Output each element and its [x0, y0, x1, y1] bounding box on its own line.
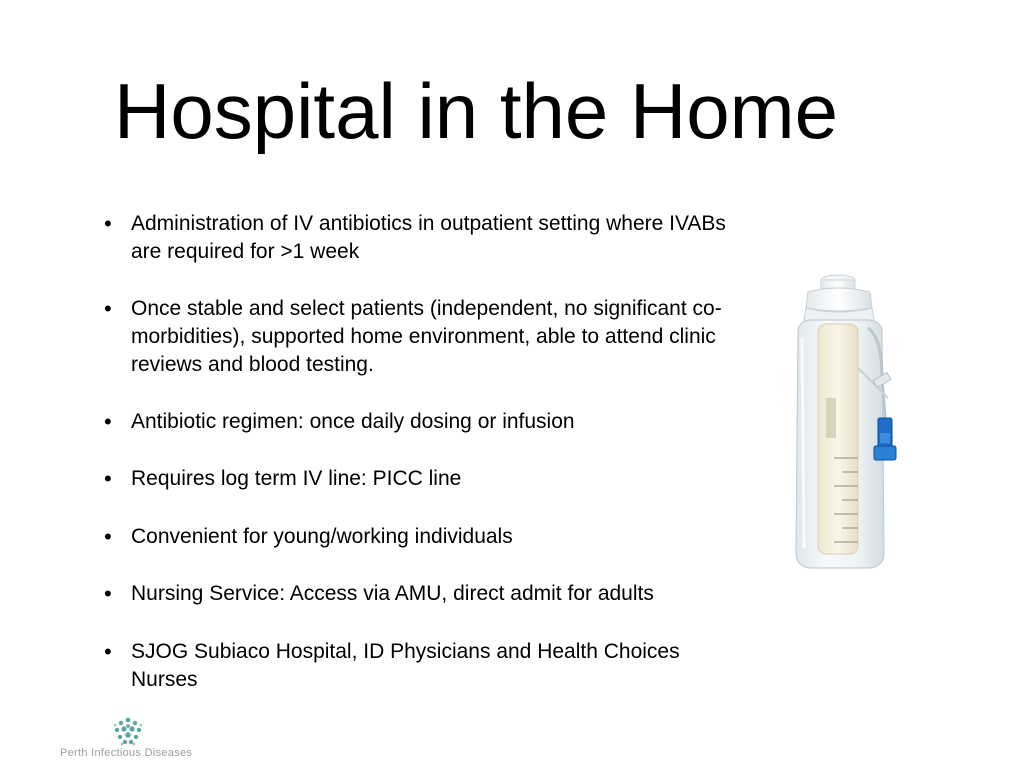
- bullet-text: Nursing Service: Access via AMU, direct admit for adults: [131, 582, 654, 605]
- bullet-text: Antibiotic regimen: once daily dosing or infusion: [131, 410, 575, 433]
- bullet-dot: •: [104, 466, 112, 491]
- slide-title: Hospital in the Home: [114, 67, 839, 155]
- bullet-dot: •: [104, 524, 112, 549]
- bullet-text: Convenient for young/working individuals: [131, 525, 513, 548]
- bullet-item: [104, 465, 744, 493]
- bullet-dot: •: [104, 581, 112, 606]
- bullet-dot: •: [104, 409, 112, 434]
- bullet-dot: •: [104, 296, 112, 321]
- organization-logo: [60, 714, 200, 764]
- bullet-dot: •: [104, 639, 112, 664]
- bullet-item: [104, 210, 744, 266]
- bullet-text: Requires log term IV line: PICC line: [131, 467, 462, 490]
- bullet-text: SJOG Subiaco Hospital, ID Physicians and Health Choices Nurses: [131, 640, 680, 691]
- infusion-pump-bottle-image: [790, 268, 900, 573]
- logo-text: Perth Infectious Diseases: [60, 747, 193, 759]
- bullet-item: [104, 523, 744, 551]
- bullet-item: [104, 295, 744, 379]
- bullet-item: [104, 638, 744, 694]
- bullet-dot: •: [104, 211, 112, 236]
- cell-cluster-logo-icon: [110, 714, 146, 750]
- bullet-text: Administration of IV antibiotics in outpatient setting where IVABs are required for >1 week: [131, 212, 726, 263]
- bullet-text: Once stable and select patients (independent, no significant co-morbidities), supported home environment, able to attend clinic reviews and blood testing.: [131, 297, 722, 376]
- bullet-item: [104, 408, 744, 436]
- bullet-item: [104, 580, 744, 608]
